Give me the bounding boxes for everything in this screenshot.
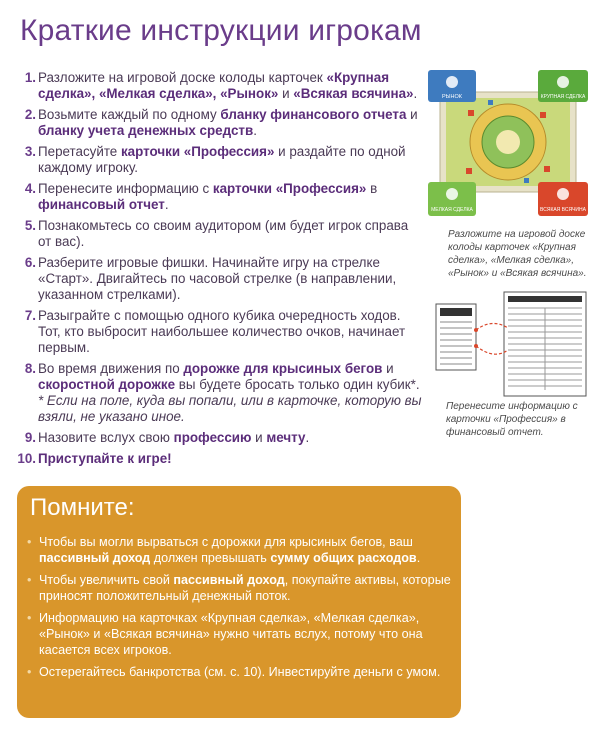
remember-heading: Помните: [30, 494, 135, 521]
step-text: Разыграйте с помощью одного кубика очередность ходов. Тот, кто выбросит наибольшее количество очков, начинает первым. [38, 308, 406, 355]
instruction-step [18, 451, 422, 467]
instruction-step [18, 70, 422, 102]
step-text: Разберите игровые фишки. Начинайте игру на стрелке «Старт». Двигайтесь по часовой стрелке (в направлении, указанном стрелками). [38, 255, 397, 302]
svg-text:КРУПНАЯ СДЕЛКА: КРУПНАЯ СДЕЛКА [540, 94, 586, 100]
remember-list [27, 534, 455, 686]
card-small-deal [428, 182, 476, 216]
step-number: 4. [24, 181, 36, 196]
instruction-step [18, 107, 422, 139]
instruction-step [18, 218, 422, 250]
step-text: Возьмите каждый по одному бланку финансового отчета и бланку учета денежных средств. [38, 107, 418, 138]
step-number: 3. [24, 144, 36, 159]
svg-text:РЫНОК: РЫНОК [442, 94, 462, 100]
card-market [428, 70, 476, 102]
instruction-step [18, 144, 422, 176]
step-text: Приступайте к игре! [38, 451, 172, 466]
step-number: 1. [24, 70, 36, 85]
instructions-list [18, 70, 422, 472]
step-text: Разложите на игровой доске колоды карточек «Крупная сделка», «Мелкая сделка», «Рынок» и «Всякая всячина». [38, 70, 418, 101]
instruction-step [18, 361, 422, 425]
step-number: 9. [24, 430, 36, 445]
svg-text:МЕЛКАЯ СДЕЛКА: МЕЛКАЯ СДЕЛКА [431, 207, 473, 213]
remember-box [17, 486, 461, 718]
instruction-step [18, 181, 422, 213]
step-text: Назовите вслух свою профессию и мечту. [38, 430, 310, 445]
financial-sheets-illustration [430, 290, 590, 398]
card-doodads [538, 182, 588, 216]
remember-item: • Информацию на карточках «Крупная сделка», «Мелкая сделка», «Рынок» и «Всякая всячина» нужно читать вслух, потому что она касается всех игроков. [27, 610, 455, 658]
page-title: Краткие инструкции игрокам [20, 14, 422, 47]
board-caption: Разложите на игровой доске колоды карточек «Крупная сделка», «Мелкая сделка», «Рынок» и «Всякая всячина». [448, 229, 587, 279]
svg-text:ВСЯКАЯ ВСЯЧИНА: ВСЯКАЯ ВСЯЧИНА [540, 207, 586, 213]
step-number: 8. [24, 361, 36, 376]
remember-item: • Чтобы увеличить свой пассивный доход, покупайте активы, которые приносят положительный денежный поток. [27, 572, 455, 604]
instruction-step [18, 308, 422, 356]
step-text: Познакомьтесь со своим аудитором (им будет игрок справа от вас). [38, 218, 409, 249]
instruction-step [18, 255, 422, 303]
instruction-step [18, 430, 422, 446]
step-number: 10. [17, 451, 36, 466]
step-text: Во время движения по дорожке для крысиных бегов и скоростной дорожке вы будете бросать только один кубик*. * Если на поле, куда вы попали, или в карточке, которую вы взяли, не указано иное. [38, 361, 422, 424]
remember-item: • Чтобы вы могли вырваться с дорожки для крысиных бегов, ваш пассивный доход должен превышать сумму общих расходов. [27, 534, 455, 566]
card-big-deal [538, 70, 588, 102]
step-text: Перенесите информацию с карточки «Профессия» в финансовый отчет. [38, 181, 378, 212]
sheets-caption: Перенесите информацию с карточки «Профессия» в финансовый отчет. [446, 401, 578, 438]
step-number: 2. [24, 107, 36, 122]
step-number: 7. [24, 308, 36, 323]
game-board-illustration [428, 70, 588, 218]
step-number: 6. [24, 255, 36, 270]
step-number: 5. [24, 218, 36, 233]
step-text: Перетасуйте карточки «Профессия» и раздайте по одной каждому игроку. [38, 144, 406, 175]
remember-item: • Остерегайтесь банкротства (см. с. 10). Инвестируйте деньги с умом. [27, 664, 455, 680]
